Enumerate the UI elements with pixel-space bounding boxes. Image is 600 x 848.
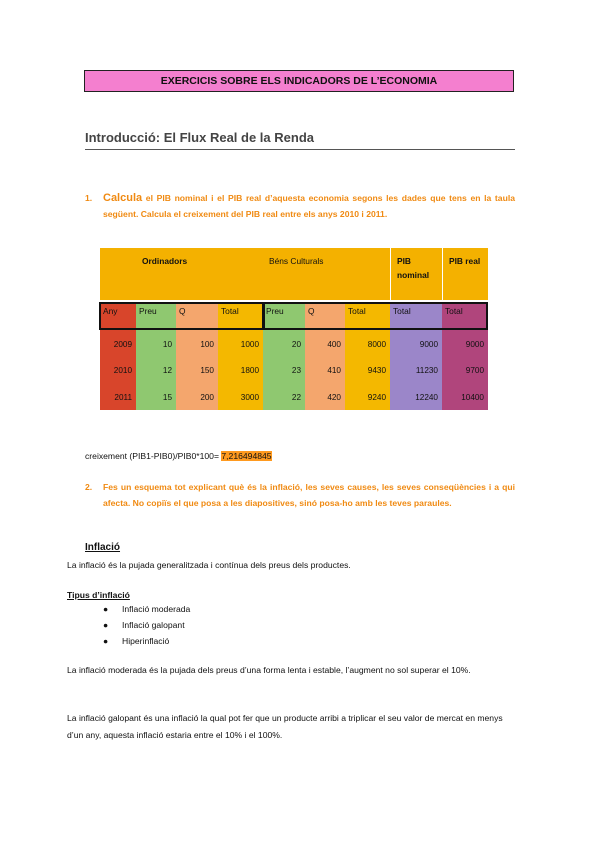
- inflation-definition: La inflació és la pujada generalitzada i contínua dels preus dels productes.: [67, 560, 351, 570]
- header-ordinadors: Ordinadors: [136, 248, 263, 300]
- table-cell: 12: [136, 356, 176, 383]
- header-pib-nominal: PIB nominal: [390, 248, 442, 300]
- table-cell: 9430: [345, 356, 390, 383]
- table-cell: 15: [136, 383, 176, 410]
- types-heading: Tipus d’inflació: [67, 590, 130, 600]
- table-cell: 11230: [390, 356, 442, 383]
- list-item-label: Inflació moderada: [122, 604, 191, 614]
- question-1-number: 1.: [85, 193, 93, 203]
- subheader-bens-q: Q: [305, 302, 345, 330]
- table-cell: 23: [263, 356, 305, 383]
- table-cell: 200: [176, 383, 218, 410]
- bullet-icon: ●: [103, 620, 109, 630]
- subheader-bens-preu: Preu: [263, 302, 305, 330]
- header-pib-real: PIB real: [442, 248, 488, 300]
- question-2-number: 2.: [85, 482, 93, 492]
- table-cell: 420: [305, 383, 345, 410]
- subheader-nominal-total: Total: [390, 302, 442, 330]
- subheader-ord-preu: Preu: [136, 302, 176, 330]
- bullet-icon: ●: [103, 636, 109, 646]
- table-cell: 9700: [442, 356, 488, 383]
- bullet-icon: ●: [103, 604, 109, 614]
- table-cell: 3000: [218, 383, 263, 410]
- table-cell: 12240: [390, 383, 442, 410]
- table-cell: 10: [136, 330, 176, 356]
- question-1-lead: Calcula: [103, 192, 143, 204]
- question-1-body: el PIB nominal i el PIB real d’aquesta economia segons les dades que tens en la taula següent. Calcula el creixement del PIB real entre els anys 2010 i 2011.: [103, 193, 515, 219]
- list-item-label: Inflació galopant: [122, 620, 185, 630]
- subheader-ord-q: Q: [176, 302, 218, 330]
- table-cell: 9240: [345, 383, 390, 410]
- question-1-text: [103, 190, 515, 222]
- table-cell: 2011: [100, 383, 136, 410]
- section-heading-inflacio: Inflació: [85, 542, 121, 553]
- header-bens-culturals: Béns Culturals: [263, 248, 390, 300]
- growth-formula-text: creixement (PIB1-PIB0)/PIB0*100=: [85, 451, 222, 461]
- intro-heading: Introducció: El Flux Real de la Renda: [85, 130, 314, 145]
- table-cell: 8000: [345, 330, 390, 356]
- galloping-inflation-paragraph: La inflació galopant és una inflació la qual pot fer que un producte arribi a triplicar el seu valor de mercat en menys d’un any, aquesta inflació estaria entre el 10% i el 100%.: [67, 713, 503, 740]
- moderate-inflation-paragraph: La inflació moderada és la pujada dels preus d’una forma lenta i estable, l’augment no sol superar el 10%.: [67, 665, 471, 675]
- table-cell: 410: [305, 356, 345, 383]
- intro-underline: [85, 149, 515, 150]
- subheader-any: Any: [100, 302, 136, 330]
- table-cell: 100: [176, 330, 218, 356]
- table-cell: 20: [263, 330, 305, 356]
- subheader-divider: [262, 302, 265, 330]
- question-1: [85, 190, 517, 224]
- subheader-border: [99, 302, 488, 330]
- question-2: [85, 479, 517, 527]
- table-body: [100, 330, 488, 410]
- pib-table: [100, 248, 488, 410]
- table-cell: 2010: [100, 356, 136, 383]
- question-2-text: Fes un esquema tot explicant què és la inflació, les seves causes, les seves conseqüències i a qui afecta. No copiïs el que posa a les diapositives, sinó posa-ho amb les teves paraules.: [103, 482, 515, 508]
- table-cell: 9000: [442, 330, 488, 356]
- table-cell: 400: [305, 330, 345, 356]
- table-cell: 22: [263, 383, 305, 410]
- growth-formula-value: 7,216494845: [221, 451, 272, 461]
- table-cell: 2009: [100, 330, 136, 356]
- growth-formula: [85, 451, 272, 461]
- document-title: EXERCICIS SOBRE ELS INDICADORS DE L’ECONOMIA: [84, 70, 514, 92]
- subheader-bens-total: Total: [345, 302, 390, 330]
- list-item-label: Hiperinflació: [122, 636, 170, 646]
- table-cell: 1800: [218, 356, 263, 383]
- table-cell: 10400: [442, 383, 488, 410]
- table-cell: 150: [176, 356, 218, 383]
- subheader-ord-total: Total: [218, 302, 263, 330]
- header-empty: [100, 248, 136, 300]
- subheader-real-total: Total: [442, 302, 488, 330]
- table-cell: 1000: [218, 330, 263, 356]
- table-cell: 9000: [390, 330, 442, 356]
